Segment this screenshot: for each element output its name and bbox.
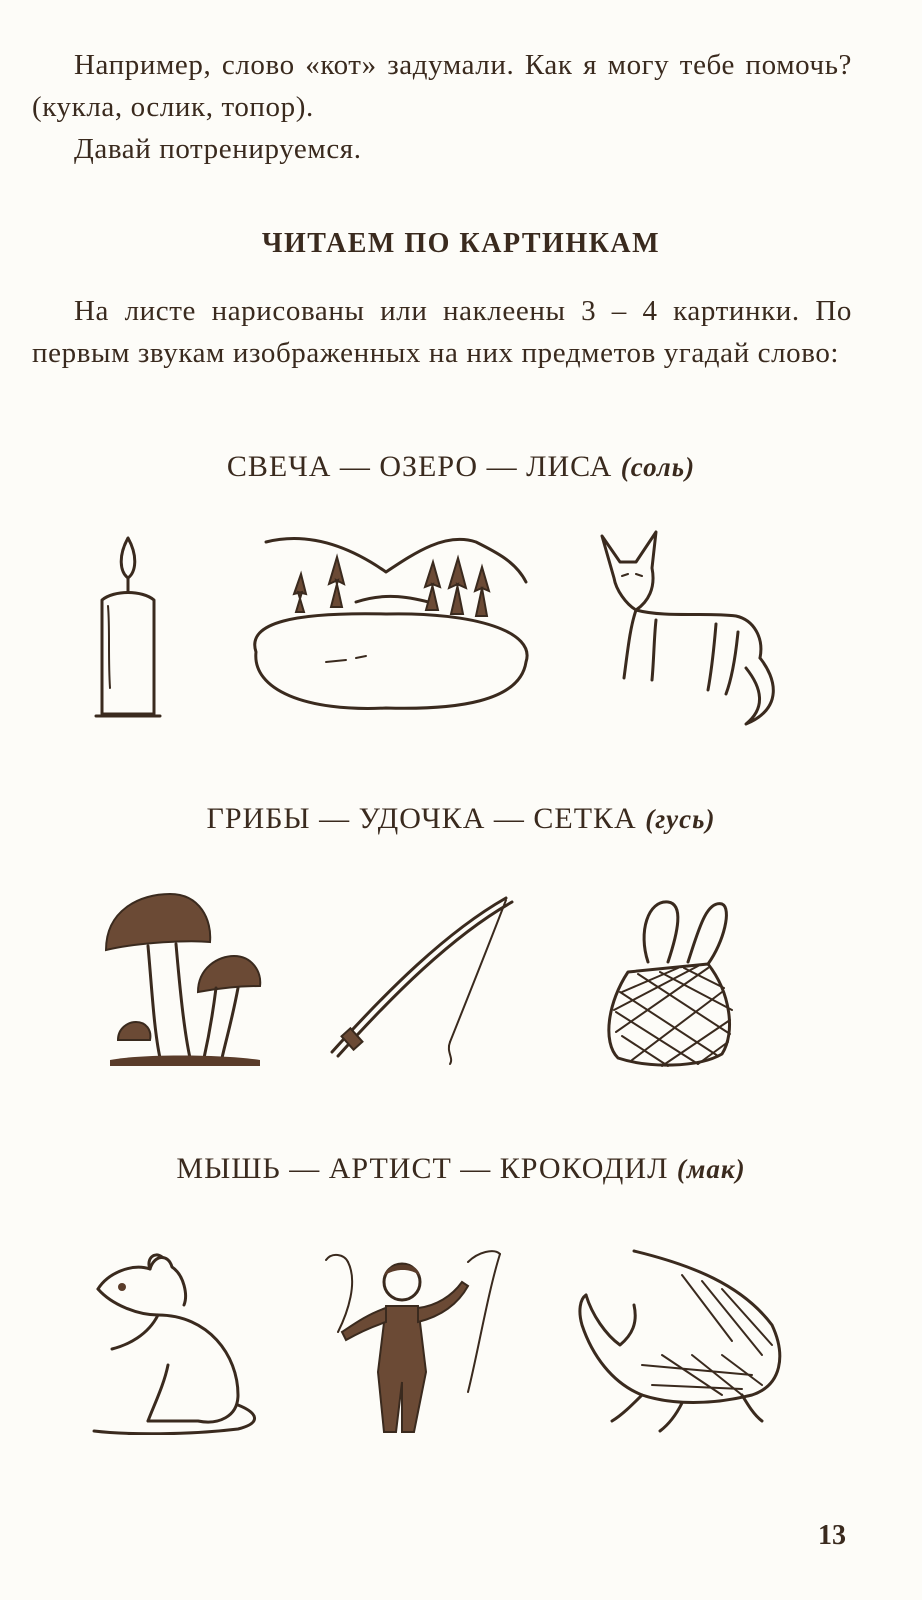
page-number: 13 xyxy=(818,1520,846,1551)
row-answer-3: (мак) xyxy=(676,1154,746,1184)
row-title-3 xyxy=(0,1152,922,1186)
row-words-2: ГРИБЫ — УДОЧКА — СЕТКА xyxy=(206,802,637,835)
section-description: На листе нарисованы или наклеены 3 – 4 картинки. По первым звукам изображенных на них предметов угадай слово: xyxy=(32,295,852,369)
artist-icon xyxy=(318,1242,514,1437)
row-answer-2: (гусь) xyxy=(645,804,716,834)
mouse-icon xyxy=(88,1245,268,1435)
crocodile-icon xyxy=(572,1245,792,1440)
string-bag-icon xyxy=(598,892,738,1070)
intro-paragraph: Например, слово «кот» задумали. Как я могу тебе помочь? (кукла, ослик, топор). xyxy=(32,49,852,123)
row-answer-1: (соль) xyxy=(620,452,696,482)
lake-icon xyxy=(236,522,536,722)
row-words-3: МЫШЬ — АРТИСТ — КРОКОДИЛ xyxy=(176,1152,669,1185)
mushrooms-icon xyxy=(100,890,270,1068)
fishing-rod-icon xyxy=(326,892,516,1070)
candle-icon xyxy=(88,528,168,723)
fox-icon xyxy=(596,528,796,728)
section-heading: ЧИТАЕМ ПО КАРТИНКАМ xyxy=(261,228,661,259)
intro-paragraph-2: Давай потренируемся. xyxy=(74,133,362,165)
row-title-1 xyxy=(0,450,922,484)
row-title-2 xyxy=(0,802,922,836)
row-words-1: СВЕЧА — ОЗЕРО — ЛИСА xyxy=(226,450,613,483)
